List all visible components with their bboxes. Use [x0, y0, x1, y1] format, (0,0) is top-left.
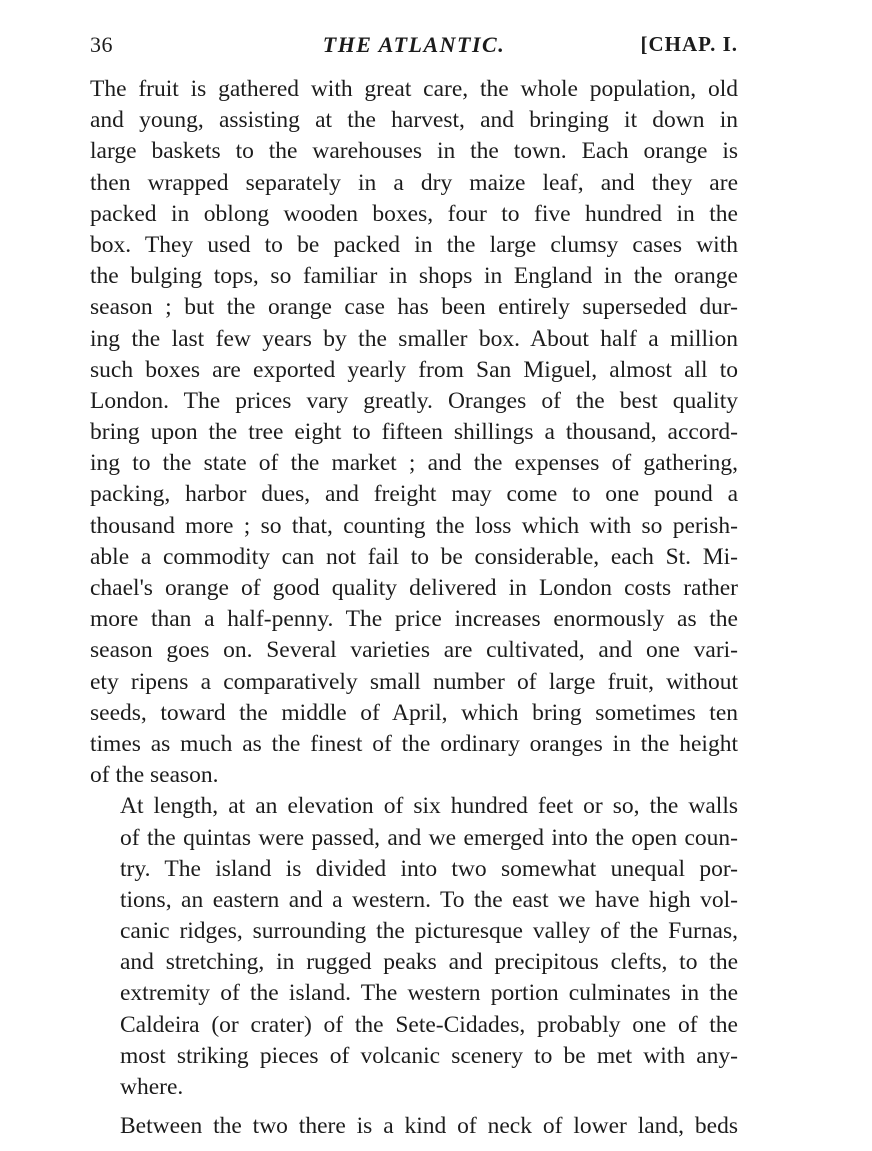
- text-line: bring upon the tree eight to fifteen shillings a thousand, accord-: [90, 419, 738, 446]
- text-line: and young, assisting at the harvest, and bringing it down in: [90, 107, 738, 134]
- page-number: 36: [90, 32, 113, 57]
- text-line: At length, at an elevation of six hundred feet or so, the walls: [120, 793, 738, 820]
- text-line: Caldeira (or crater) of the Sete-Cidades, probably one of the: [120, 1011, 738, 1038]
- text-line: extremity of the island. The western portion culminates in the: [120, 980, 738, 1007]
- text-line: thousand more ; so that, counting the loss which with so perish-: [90, 512, 738, 539]
- text-line: try. The island is divided into two somewhat unequal por-: [120, 855, 738, 882]
- text-line: Between the two there is a kind of neck of lower land, beds: [120, 1113, 738, 1140]
- text-line: most striking pieces of volcanic scenery to be met with any-: [120, 1042, 738, 1069]
- text-line: The fruit is gathered with great care, the whole population, old: [90, 76, 738, 102]
- text-line: large baskets to the warehouses in the town. Each orange is: [90, 138, 738, 165]
- text-line: ing to the state of the market ; and the expenses of gathering,: [90, 450, 738, 477]
- text-line: seeds, toward the middle of April, which bring sometimes ten: [90, 699, 738, 726]
- text-line: of the season.: [90, 762, 219, 789]
- text-line: the bulging tops, so familiar in shops in England in the orange: [90, 263, 738, 290]
- text-line: ety ripens a comparatively small number of large fruit, without: [90, 668, 738, 695]
- paragraph-3: [90, 1111, 738, 1142]
- text-line: where.: [120, 1074, 184, 1100]
- text-line: season goes on. Several varieties are cultivated, and one vari-: [90, 637, 738, 664]
- paragraph-2: [90, 791, 738, 1103]
- text-line: of the quintas were passed, and we emerged into the open coun-: [120, 824, 738, 851]
- text-line: canic ridges, surrounding the picturesque valley of the Furnas,: [120, 918, 738, 945]
- paragraph-1: [90, 74, 738, 791]
- text-line: times as much as the finest of the ordinary oranges in the height: [90, 730, 738, 757]
- text-line: packing, harbor dues, and freight may come to one pound a: [90, 481, 738, 508]
- text-line: more than a half-penny. The price increases enormously as the: [90, 606, 738, 633]
- text-line: able a commodity can not fail to be considerable, each St. Mi-: [90, 543, 738, 570]
- chapter-reference: [CHAP. I.: [640, 32, 738, 56]
- text-line: such boxes are exported yearly from San Miguel, almost all to: [90, 356, 738, 383]
- text-line: season ; but the orange case has been entirely superseded dur-: [90, 294, 738, 321]
- text-line: London. The prices vary greatly. Oranges of the best quality: [90, 387, 738, 414]
- text-line: packed in oblong wooden boxes, four to five hundred in the: [90, 200, 738, 227]
- text-line: chael's orange of good quality delivered in London costs rather: [90, 575, 738, 601]
- page-header: [90, 32, 738, 60]
- text-line: box. They used to be packed in the large clumsy cases with: [90, 231, 738, 258]
- text-line: and stretching, in rugged peaks and precipitous clefts, to the: [120, 949, 738, 976]
- text-line: ing the last few years by the smaller box. About half a million: [90, 325, 738, 352]
- body-text: [90, 74, 738, 1142]
- text-line: tions, an eastern and a western. To the east we have high vol-: [120, 886, 738, 913]
- text-line: then wrapped separately in a dry maize leaf, and they are: [90, 169, 738, 196]
- running-title: THE ATLANTIC.: [322, 32, 506, 57]
